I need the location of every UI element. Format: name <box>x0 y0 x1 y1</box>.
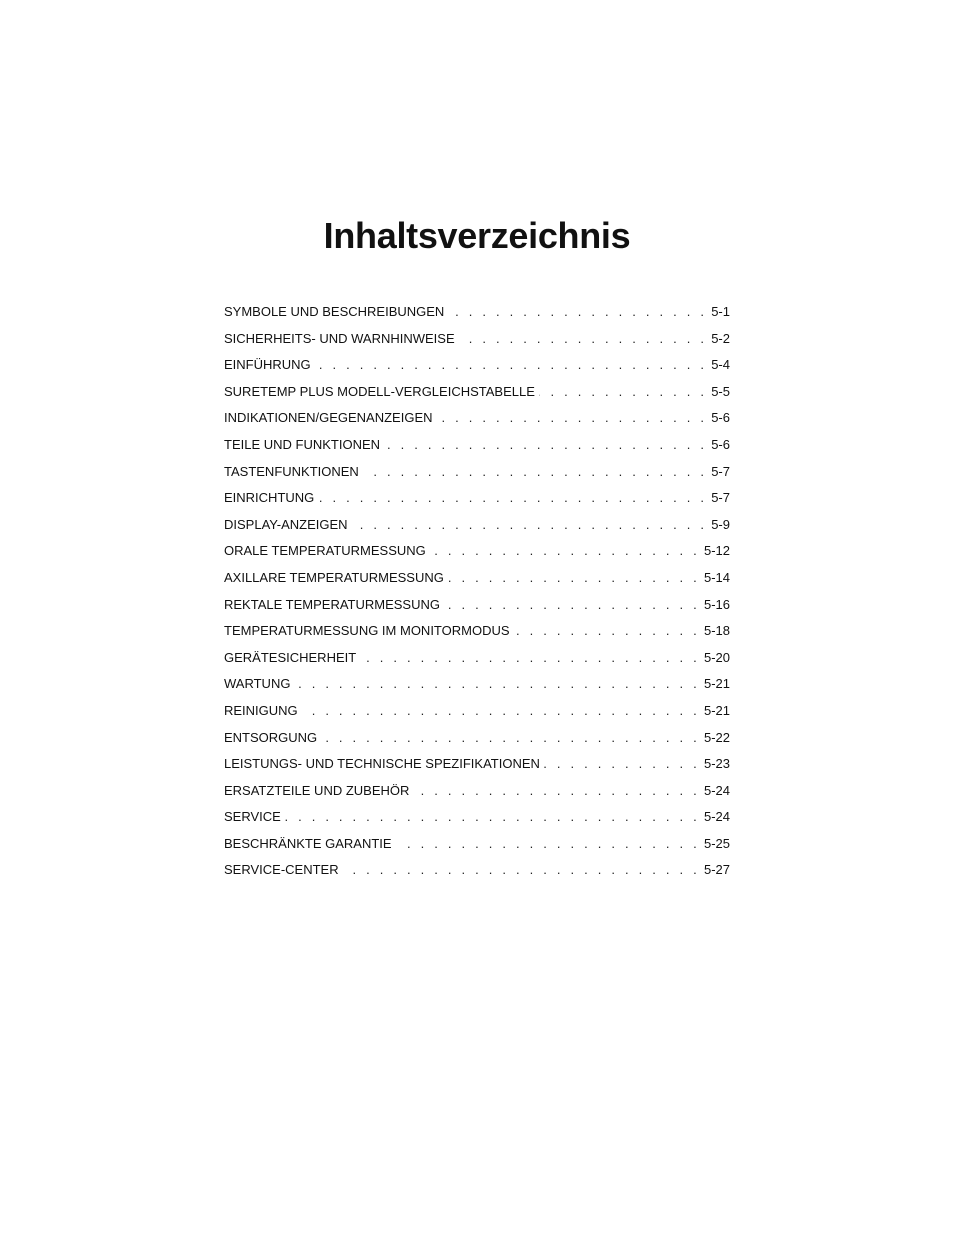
toc-entry-label: ORALE TEMPERATURMESSUNG <box>224 543 426 559</box>
toc-leader-dots <box>544 751 700 777</box>
toc-entry <box>224 778 730 805</box>
toc-entry <box>224 432 730 459</box>
toc-entry-label: SERVICE-CENTER <box>224 862 339 878</box>
toc-entry <box>224 671 730 698</box>
table-of-contents <box>224 299 730 884</box>
toc-entry-label: TEILE UND FUNKTIONEN <box>224 436 381 452</box>
toc-entry <box>224 751 730 778</box>
toc-entry-label: REINIGUNG <box>224 702 298 718</box>
toc-entry-label: DISPLAY-ANZEIGEN <box>224 516 348 532</box>
toc-entry <box>224 592 730 619</box>
toc-entry-label: ERSATZTEILE UND ZUBEHÖR <box>224 782 410 798</box>
toc-leader-dots <box>294 671 700 697</box>
toc-entry-page: 5-27 <box>703 862 730 878</box>
toc-entry-page: 5-18 <box>703 623 730 639</box>
toc-entry <box>224 831 730 858</box>
toc-entry <box>224 459 730 486</box>
toc-entry-page: 5-16 <box>703 596 730 612</box>
toc-entry-page: 5-22 <box>703 729 730 745</box>
toc-entry-label: SICHERHEITS- UND WARNHINWEISE <box>224 330 455 346</box>
toc-entry-label: GERÄTESICHERHEIT <box>224 649 357 665</box>
toc-entry <box>224 299 730 326</box>
toc-leader-dots <box>315 352 708 378</box>
toc-leader-dots <box>514 618 700 644</box>
toc-entry <box>224 725 730 752</box>
toc-entry <box>224 857 730 884</box>
toc-leader-dots <box>352 512 708 538</box>
toc-entry <box>224 804 730 831</box>
toc-leader-dots <box>444 592 700 618</box>
toc-entry-page: 5-4 <box>711 357 730 373</box>
toc-entry-page: 5-9 <box>711 516 730 532</box>
toc-entry-page: 5-5 <box>711 383 730 399</box>
toc-leader-dots <box>396 831 700 857</box>
toc-leader-dots <box>448 299 707 325</box>
toc-leader-dots <box>363 459 707 485</box>
toc-entry <box>224 326 730 353</box>
toc-entry-page: 5-7 <box>711 463 730 479</box>
toc-leader-dots <box>437 405 708 431</box>
toc-entry <box>224 538 730 565</box>
toc-leader-dots <box>285 804 700 830</box>
toc-entry-label: WARTUNG <box>224 676 291 692</box>
page-title: Inhaltsverzeichnis <box>323 215 631 256</box>
toc-entry-page: 5-12 <box>703 543 730 559</box>
toc-entry <box>224 379 730 406</box>
toc-entry <box>224 485 730 512</box>
toc-leader-dots <box>343 857 700 883</box>
toc-entry-label: EINFÜHRUNG <box>224 357 311 373</box>
toc-entry <box>224 405 730 432</box>
toc-entry-page: 5-21 <box>703 676 730 692</box>
toc-entry-label: ENTSORGUNG <box>224 729 318 745</box>
toc-entry-page: 5-21 <box>703 702 730 718</box>
toc-entry-label: TEMPERATURMESSUNG IM MONITORMODUS <box>224 623 510 639</box>
toc-entry-page: 5-7 <box>711 490 730 506</box>
toc-entry <box>224 352 730 379</box>
toc-entry-label: SERVICE <box>224 809 281 825</box>
toc-entry-label: LEISTUNGS- UND TECHNISCHE SPEZIFIKATIONEN <box>224 756 540 772</box>
toc-leader-dots <box>384 432 707 458</box>
toc-entry-page: 5-6 <box>711 410 730 426</box>
toc-entry-page: 5-23 <box>703 756 730 772</box>
toc-entry <box>224 565 730 592</box>
toc-entry-page: 5-20 <box>703 649 730 665</box>
toc-entry-page: 5-24 <box>703 782 730 798</box>
toc-leader-dots <box>459 326 708 352</box>
toc-leader-dots <box>318 485 707 511</box>
toc-entry-label: AXILLARE TEMPERATURMESSUNG <box>224 569 444 585</box>
toc-leader-dots <box>539 379 707 405</box>
toc-leader-dots <box>448 565 700 591</box>
toc-entry-label: SYMBOLE UND BESCHREIBUNGEN <box>224 304 445 319</box>
toc-entry-label: INDIKATIONEN/GEGENANZEIGEN <box>224 410 433 426</box>
toc-entry-page: 5-1 <box>711 304 730 319</box>
toc-entry-page: 5-24 <box>703 809 730 825</box>
toc-leader-dots <box>360 645 700 671</box>
toc-entry-label: EINRICHTUNG <box>224 490 315 506</box>
toc-entry-label: BESCHRÄNKTE GARANTIE <box>224 835 392 851</box>
toc-leader-dots <box>430 538 700 564</box>
toc-entry-page: 5-14 <box>703 569 730 585</box>
toc-entry <box>224 698 730 725</box>
toc-leader-dots <box>321 725 700 751</box>
toc-entry <box>224 512 730 539</box>
toc-leader-dots <box>302 698 700 724</box>
toc-entry-page: 5-6 <box>711 436 730 452</box>
toc-leader-dots <box>413 778 700 804</box>
toc-entry <box>224 645 730 672</box>
toc-entry-label: SURETEMP PLUS MODELL-VERGLEICHSTABELLE <box>224 383 535 399</box>
toc-entry <box>224 618 730 645</box>
toc-entry-page: 5-2 <box>711 330 730 346</box>
toc-entry-page: 5-25 <box>703 835 730 851</box>
toc-entry-label: REKTALE TEMPERATURMESSUNG <box>224 596 440 612</box>
toc-entry-label: TASTENFUNKTIONEN <box>224 463 359 479</box>
